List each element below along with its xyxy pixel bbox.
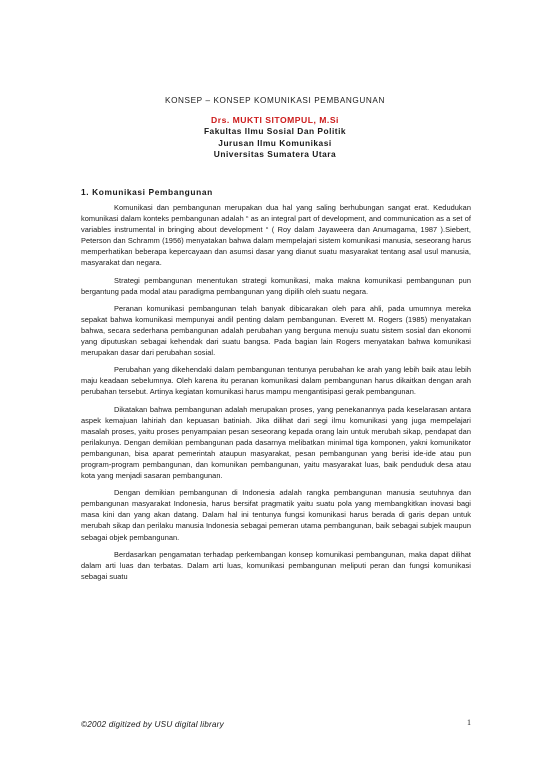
paragraph: Komunikasi dan pembangunan merupakan dua hal yang saling berhubungan sangat erat. Kedudukan komunikasi dalam konteks pembangunan adalah “ as an integral part of development, and communication as a set of variables instrumental in bringing about development “ ( Roy dalam Jayaweera dan Anumagama, 1987 ).Siebert, Peterson dan Schramm (1956) menyatakan bahwa dalam mempelajari sistem komunikasi manusia, seseorang harus memperhatikan beberapa kepercayaan dan asumsi dasar yang dianut suatu masyarakat tentang asal usul manusia, masyarakat dan negara. xyxy=(81,203,471,268)
affiliation-department: Jurusan Ilmu Komunikasi xyxy=(218,137,332,148)
section-heading: 1. Komunikasi Pembangunan xyxy=(81,187,213,197)
paragraph: Strategi pembangunan menentukan strategi komunikasi, maka makna komunikasi pembangunan pun bergantung pada modal atau paradigma pembangunan yang dipilih oleh suatu negara. xyxy=(81,275,471,296)
document-header xyxy=(0,96,550,161)
document-body xyxy=(81,187,471,588)
page-footer xyxy=(81,720,471,732)
paragraph: Berdasarkan pengamatan terhadap perkembangan konsep komunikasi pembangunan, maka dapat dilihat dalam arti luas dan terbatas. Dalam arti luas, komunikasi pembangunan meliputi peran dan fungsi komunikasi sebagai suatu xyxy=(81,549,471,581)
page-number: 1 xyxy=(467,718,471,727)
paragraph: Dengan demikian pembangunan di Indonesia adalah rangka pembangunan manusia seutuhnya dan pembangunan masyarakat Indonesia, harus bersifat pragmatik yaitu suatu pola yang membangkitkan inovasi bagi masa kini dan yang akan datang. Dalam hal ini tentunya fungsi komunikasi harus berada di garis depan untuk merubah sikap dan perilaku manusia Indonesia sebagai pemeran utama pembangunan, baik sebagai subjek maupun sebagai objek pembangunan. xyxy=(81,488,471,542)
affiliation-university: Universitas Sumatera Utara xyxy=(213,149,337,160)
paragraph: Peranan komunikasi pembangunan telah banyak dibicarakan oleh para ahli, pada umumnya mereka sepakat bahwa komunikasi mempunyai andil penting dalam pembangunan. Everett M. Rogers (1985) menyatakan bahwa, secara sederhana pembangunan adalah perubahan yang berguna menuju suatu sistem sosial dan ekonomi yang diputuskan sebagai kehendak dari suatu bangsa. Pada bagian lain Rogers menyatakan bahwa komunikasi merupakan dasar dari perubahan sosial. xyxy=(81,303,471,358)
paragraph: Dikatakan bahwa pembangunan adalah merupakan proses, yang penekanannya pada keselarasan antara aspek kemajuan lahiriah dan kepuasan batiniah. Jika dilihat dari segi ilmu komunikasi yang juga mempelajari masalah proses, yaitu proses penyampaian pesan seseorang kepada orang lain untuk merubah sikap, pendapat dan perilakunya. Dengan demikian pembangunan pada dasarnya melibatkan minimal tiga komponen, yakni komunikator pembangunan, bisa aparat pemerintah ataupun masyarakat, pesan pembangunan yang berisi ide-ide atau pun program-program pembangunan, dan komunikan pembangunan, yaitu masyarakat luas, baik penduduk desa atau kota yang menjadi sasaran pembangunan. xyxy=(81,404,471,481)
author-name: Drs. MUKTI SITOMPUL, M.Si xyxy=(211,115,339,125)
footer-copyright: ©2002 digitized by USU digital library xyxy=(81,720,224,729)
paragraph: Perubahan yang dikehendaki dalam pembangunan tentunya perubahan ke arah yang lebih baik atau lebih maju keadaan sebelumnya. Oleh karena itu peranan komunikasi dalam pembangunan harus dikaitkan dengan arah perubahan tersebut. Artinya kegiatan komunikasi harus mampu mengantisipasi gerak pembangunan. xyxy=(81,365,471,397)
affiliation-faculty: Fakultas Ilmu Sosial Dan Politik xyxy=(203,126,347,136)
document-title: KONSEP – KONSEP KOMUNIKASI PEMBANGUNAN xyxy=(165,96,385,105)
